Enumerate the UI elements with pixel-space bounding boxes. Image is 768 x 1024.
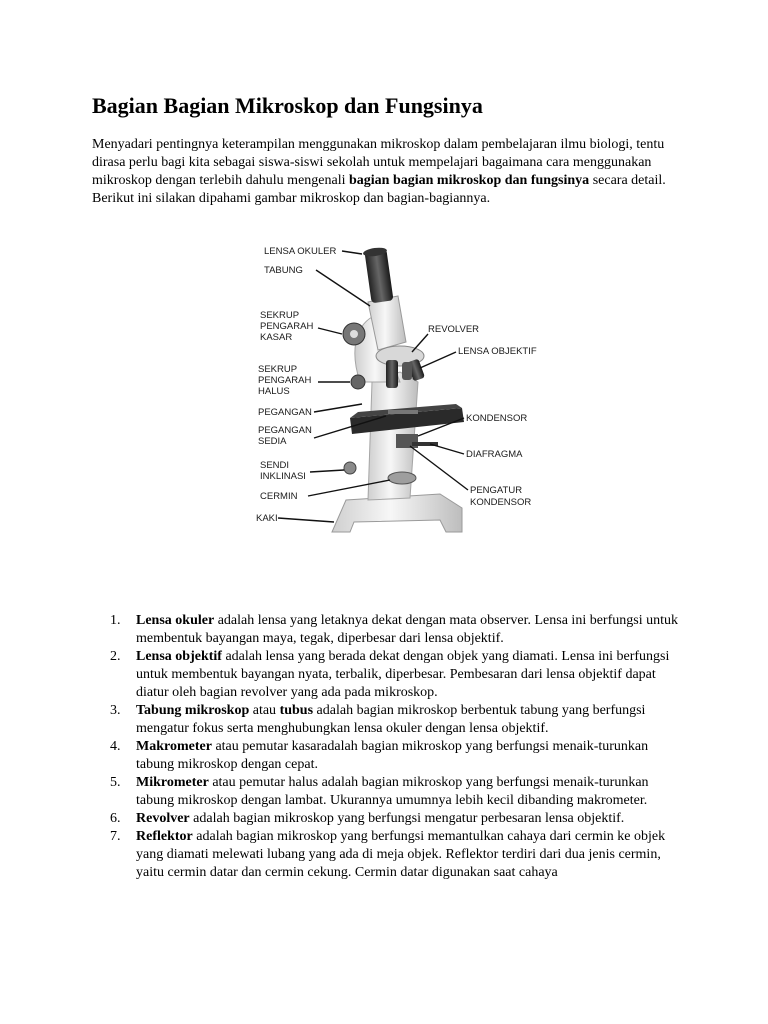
label-kondensor: KONDENSOR <box>466 413 528 424</box>
parts-list <box>92 612 682 882</box>
label-tabung: TABUNG <box>264 265 303 276</box>
inclination-joint <box>344 462 356 474</box>
objective-lens-3 <box>402 362 412 380</box>
label-sekrup-kasar-1: SEKRUP <box>260 310 300 321</box>
intro-text-end: secara detail. Berikut ini silakan dipahami gambar mikroskop dan bagian-bagiannya. <box>92 173 666 206</box>
list-item-text: adalah bagian mikroskop yang berfungsi memantulkan cahaya dari cermin ke objek yang diamati melewati lubang yang ada di meja objek. Reflektor terdiri dari dua jenis cermin, yaitu cermin datar dan cermin cekung. Cermin datar digunakan saat cahaya <box>136 829 666 880</box>
coarse-knob-center <box>350 330 358 338</box>
eyepiece-tube <box>364 249 393 304</box>
leader-pegangan <box>314 404 362 412</box>
list-item <box>92 648 682 702</box>
label-pengatur-2: KONDENSOR <box>470 497 532 508</box>
list-item-number: 6. <box>110 811 121 826</box>
microscope-diagram <box>250 232 570 562</box>
leader-tabung <box>316 270 370 306</box>
label-sekrup-halus-2: PENGARAH <box>258 375 312 386</box>
leader-revolver <box>412 334 428 352</box>
leader-lensa-okuler <box>342 251 362 254</box>
label-diafragma: DIAFRAGMA <box>466 449 523 460</box>
term-reflektor: Reflektor <box>136 829 193 844</box>
list-item-text: atau pemutar halus adalah bagian mikroskop yang berfungsi menaik-turunkan tabung mikroskop dengan lambat. Ukurannya umumnya lebih kecil dibanding makrometer. <box>136 775 649 808</box>
term-tubus: tubus <box>279 703 314 718</box>
list-item <box>92 612 682 648</box>
list-item <box>92 738 682 774</box>
objective-lens-1 <box>386 360 398 388</box>
list-item <box>92 810 682 828</box>
label-sekrup-kasar-3: KASAR <box>260 332 293 343</box>
label-pegangan-sedia-1: PEGANGAN <box>258 425 312 436</box>
list-item-number: 1. <box>110 613 121 628</box>
leader-lensa-objektif <box>420 352 456 368</box>
label-pegangan: PEGANGAN <box>258 407 312 418</box>
list-item <box>92 828 682 882</box>
term-tabung-mikroskop: Tabung mikroskop <box>136 703 250 718</box>
fine-knob <box>351 375 365 389</box>
list-item-text: atau <box>249 703 280 718</box>
list-item <box>92 774 682 810</box>
label-sekrup-kasar-2: PENGARAH <box>260 321 314 332</box>
mirror <box>388 472 416 484</box>
label-cermin: CERMIN <box>260 491 298 502</box>
label-pengatur-1: PENGATUR <box>470 485 523 496</box>
label-pegangan-sedia-2: SEDIA <box>258 436 287 447</box>
leader-kaki <box>278 518 334 522</box>
stage-clip <box>388 410 418 414</box>
intro-bold-text: bagian bagian mikroskop dan fungsinya <box>349 173 590 188</box>
list-item-text: adalah lensa yang berada dekat dengan objek yang diamati. Lensa ini berfungsi untuk membentuk bayangan nyata, terbalik, diperbesar. Pembesaran dari lensa objektif dapat diatur oleh bagian revolver yang ada pada mikroskop. <box>136 649 670 700</box>
term-revolver: Revolver <box>136 811 190 826</box>
list-item-text: atau pemutar kasaradalah bagian mikroskop yang berfungsi menaik-turunkan tabung mikroskop dengan cepat. <box>136 739 649 772</box>
list-item-number: 7. <box>110 829 121 844</box>
leader-sekrup-kasar <box>318 328 342 334</box>
microscope-figure <box>250 232 570 562</box>
list-item <box>92 702 682 738</box>
term-mikrometer: Mikrometer <box>136 775 209 790</box>
label-revolver: REVOLVER <box>428 324 480 335</box>
term-lensa-okuler: Lensa okuler <box>136 613 215 628</box>
term-makrometer: Makrometer <box>136 739 212 754</box>
leader-sendi <box>310 470 344 472</box>
label-sendi-2: INKLINASI <box>260 471 306 482</box>
list-item-number: 5. <box>110 775 121 790</box>
label-sekrup-halus-1: SEKRUP <box>258 364 298 375</box>
leader-diafragma <box>430 444 464 454</box>
label-lensa-objektif: LENSA OBJEKTIF <box>458 346 537 357</box>
page-title: Bagian Bagian Mikroskop dan Fungsinya <box>92 93 483 118</box>
label-kaki: KAKI <box>256 513 278 524</box>
intro-paragraph <box>92 136 682 208</box>
list-item-number: 2. <box>110 649 121 664</box>
intro-text-start: Menyadari pentingnya keterampilan menggunakan mikroskop dalam pembelajaran ilmu biologi, tentu dirasa perlu bagi kita sebagai siswa-siswi sekolah untuk mempelajari bagaimana cara menggunakan mikroskop dengan terlebih dahulu mengenali <box>92 137 665 188</box>
label-sendi-1: SENDI <box>260 460 290 471</box>
list-item-number: 3. <box>110 703 121 718</box>
list-item-text: adalah bagian mikroskop berbentuk tabung yang berfungsi mengatur fokus serta menghubungkan lensa okuler dengan lensa objektif. <box>136 703 646 736</box>
label-sekrup-halus-3: HALUS <box>258 386 290 397</box>
microscope-base <box>332 494 462 532</box>
list-item-number: 4. <box>110 739 121 754</box>
list-item-text: adalah bagian mikroskop yang berfungsi mengatur perbesaran lensa objektif. <box>189 811 625 826</box>
label-lensa-okuler: LENSA OKULER <box>264 246 337 257</box>
list-item-text: adalah lensa yang letaknya dekat dengan mata observer. Lensa ini berfungsi untuk membentuk bayangan maya, tegak, diperbesar dari lensa objektif. <box>136 613 678 646</box>
term-lensa-objektif: Lensa objektif <box>136 649 222 664</box>
